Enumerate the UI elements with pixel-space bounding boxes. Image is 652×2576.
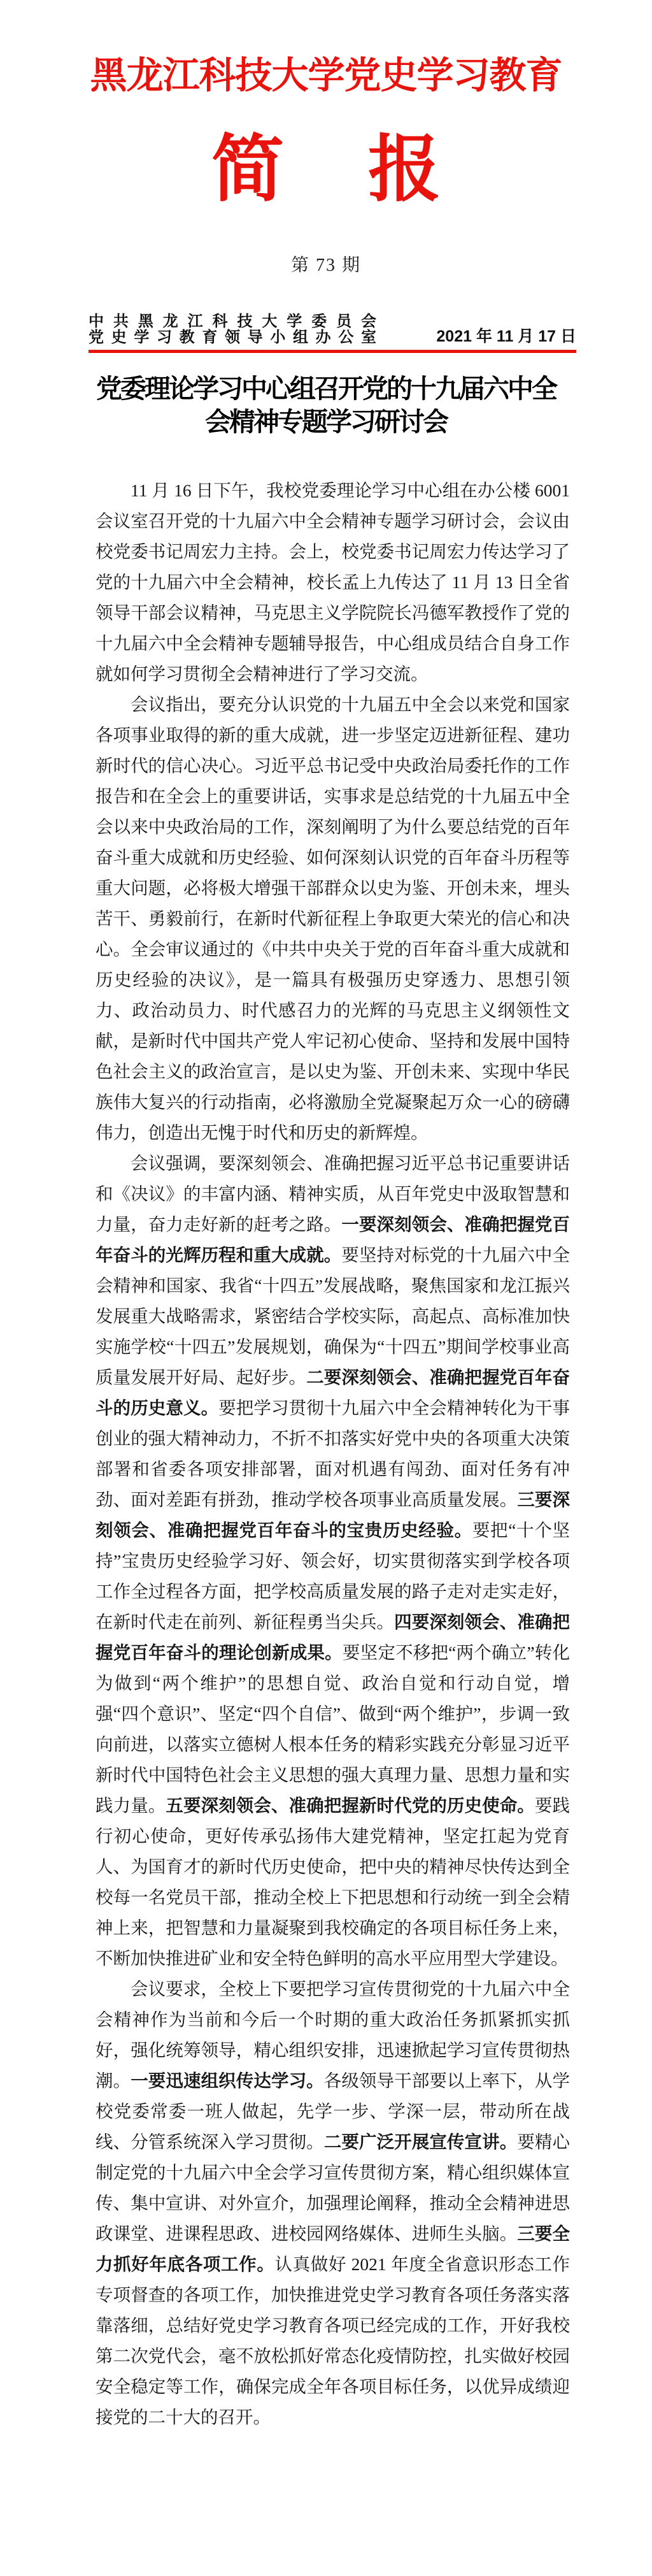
text-run: 会议要求，全校上下要把学习宣传贯彻党的十九届六中全会精神作为当前和今后一个时期的重大政治任务抓紧抓实抓好，强化统筹领导，精心组织安排，迅速掀起学习宣传贯彻热潮。 (96, 1979, 570, 2090)
article-paragraph (96, 475, 570, 689)
publish-date: 2021 年 11 月 17 日 (436, 327, 576, 345)
text-run: 会议强调，要深刻领会、准确把握习近平总书记重要讲话和《决议》的丰富内涵、精神实质，从百年党史中汲取智慧和力量，奋力走好新的赶考之路。 (96, 1153, 570, 1234)
article-paragraph (96, 1974, 570, 2433)
bold-run: 一要深刻领会、准确把握党百年奋斗的光辉历程和重大成就。 (96, 1214, 570, 1265)
article-title-line2: 会精神专题学习研讨会 (205, 407, 447, 436)
publisher-row (89, 313, 576, 345)
publisher-org-line2: 党史学习教育领导小组办公室 (89, 329, 376, 346)
bold-run: 三要深刻领会、准确把握党百年奋斗的宝贵历史经验。 (96, 1490, 570, 1540)
article-paragraph (96, 689, 570, 1148)
bold-run: 五要深刻领会、准确把握新时代党的历史使命。 (166, 1795, 535, 1815)
bulletin-char-jian: 简 (211, 129, 284, 210)
bold-run: 一要迅速组织传达学习。 (131, 2071, 324, 2090)
bulletin-char-bao: 报 (368, 129, 441, 210)
red-divider-rule (89, 350, 576, 353)
article-title (0, 372, 652, 438)
publisher-org-line1: 中共黑龙江科技大学委员会 (89, 313, 376, 330)
article-title-line1: 党委理论学习中心组召开党的十九届六中全 (96, 374, 556, 403)
bulletin-name (0, 131, 652, 209)
bold-run: 四要深刻领会、准确把握党百年奋斗的理论创新成果。 (96, 1612, 570, 1662)
masthead-title: 黑龙江科技大学党史学习教育 (90, 55, 562, 96)
text-run: 认真做好 2021 年度全省意识形态工作专项督查的各项工作，加快推进党史学习教育各项任务落实落靠落细，总结好党史学习教育各项已经完成的工作，开好我校第二次党代会，毫不放松抓好常态化疫情防控，扎实做好校园安全稳定等工作，确保完成全年各项目标任务，以优异成绩迎接党的二十大的召开。 (96, 2254, 570, 2427)
text-run: 要坚定不移把“两个确立”转化为做到“两个维护”的思想自觉、政治自觉和行动自觉，增强“四个意识”、坚定“四个自信”、做到“两个维护”，步调一致向前进，以落实立德树人根本任务的精彩实践充分彰显习近平新时代中国特色社会主义思想的强大真理力量、思想力量和实践力量。 (96, 1643, 570, 1815)
text-run: 要把学习贯彻十九届六中全会精神转化为干事创业的强大精神动力，不折不扣落实好党中央的各项重大决策部署和省委各项安排部署，面对机遇有闯劲、面对任务有冲劲、面对差距有拼劲，推动学校各项事业高质量发展。 (96, 1398, 570, 1509)
issue-number: 第 73 期 (290, 255, 361, 275)
publisher-org (89, 313, 376, 345)
bold-run: 二要广泛开展宣传宣讲。 (323, 2132, 518, 2152)
article-body (96, 475, 570, 2433)
text-run: 要把“十个坚持”宝贵历史经验学习好、领会好，切实贯彻落实到学校各项工作全过程各方面，把学校高质量发展的路子走对走实走好，在新时代走在前列、新征程勇当尖兵。 (96, 1520, 570, 1632)
text-run: 各级领导干部要以上率下，从学校党委常委一班人做起，先学一步、学深一层，带动所在战线、分管系统深入学习贯彻。 (96, 2071, 570, 2152)
text-run: 要坚持对标党的十九届六中全会精神和国家、我省“十四五”发展战略，聚焦国家和龙江振兴发展重大战略需求，紧密结合学校实际，高起点、高标准加快实施学校“十四五”发展规划，确保为“十四五”期间学校事业高质量发展开好局、起好步。 (96, 1245, 570, 1387)
bold-run: 三要全力抓好年底各项工作。 (96, 2224, 570, 2274)
text-run: 要精心制定党的十九届六中全会学习宣传贯彻方案，精心组织媒体宣传、集中宣讲、对外宣介，加强理论阐释，推动全会精神进思政课堂、进课程思政、进校园网络媒体、进师生头脑。 (96, 2132, 570, 2243)
text-run: 会议指出，要充分认识党的十九届五中全会以来党和国家各项事业取得的新的重大成就，进一步坚定迈进新征程、建功新时代的信心决心。习近平总书记受中央政治局委托作的工作报告和在全会上的重要讲话，实事求是总结党的十九届五中全会以来中央政治局的工作，深刻阐明了为什么要总结党的百年奋斗重大成就和历史经验、如何深刻认识党的百年奋斗历程等重大问题，必将极大增强干部群众以史为鉴、开创未来，埋头苦干、勇毅前行，在新时代新征程上争取更大荣光的信心和决心。全会审议通过的《中共中央关于党的百年奋斗重大成就和历史经验的决议》，是一篇具有极强历史穿透力、思想引领力、政治动员力、时代感召力的光辉的马克思主义纲领性文献，是新时代中国共产党人牢记初心使命、坚持和发展中国特色社会主义的政治宣言，是以史为鉴、开创未来、实现中华民族伟大复兴的行动指南，必将激励全党凝聚起万众一心的磅礴伟力，创造出无愧于时代和历史的新辉煌。 (96, 694, 570, 1142)
bold-run: 二要深刻领会、准确把握党百年奋斗的历史意义。 (96, 1367, 570, 1418)
text-run: 要践行初心使命，更好传承弘扬伟大建党精神，坚定扛起为党育人、为国育才的新时代历史使命，把中央的精神尽快传达到全校每一名党员干部，推动全校上下把思想和行动统一到全会精神上来，把智慧和力量凝聚到我校确定的各项目标任务上来，不断加快推进矿业和安全特色鲜明的高水平应用型大学建设。 (96, 1795, 570, 1968)
article-paragraph (96, 1148, 570, 1974)
text-run: 11 月 16 日下午，我校党委理论学习中心组在办公楼 6001 会议室召开党的十九届六中全会精神专题学习研讨会，会议由校党委书记周宏力主持。会上，校党委书记周宏力传达学习了党的十九届六中全会精神，校长孟上九传达了 11 月 13 日全省领导干部会议精神，马克思主义学院院长冯德军教授作了党的十九届六中全会精神专题辅导报告，中心组成员结合自身工作就如何学习贯彻全会精神进行了学习交流。 (96, 480, 570, 684)
